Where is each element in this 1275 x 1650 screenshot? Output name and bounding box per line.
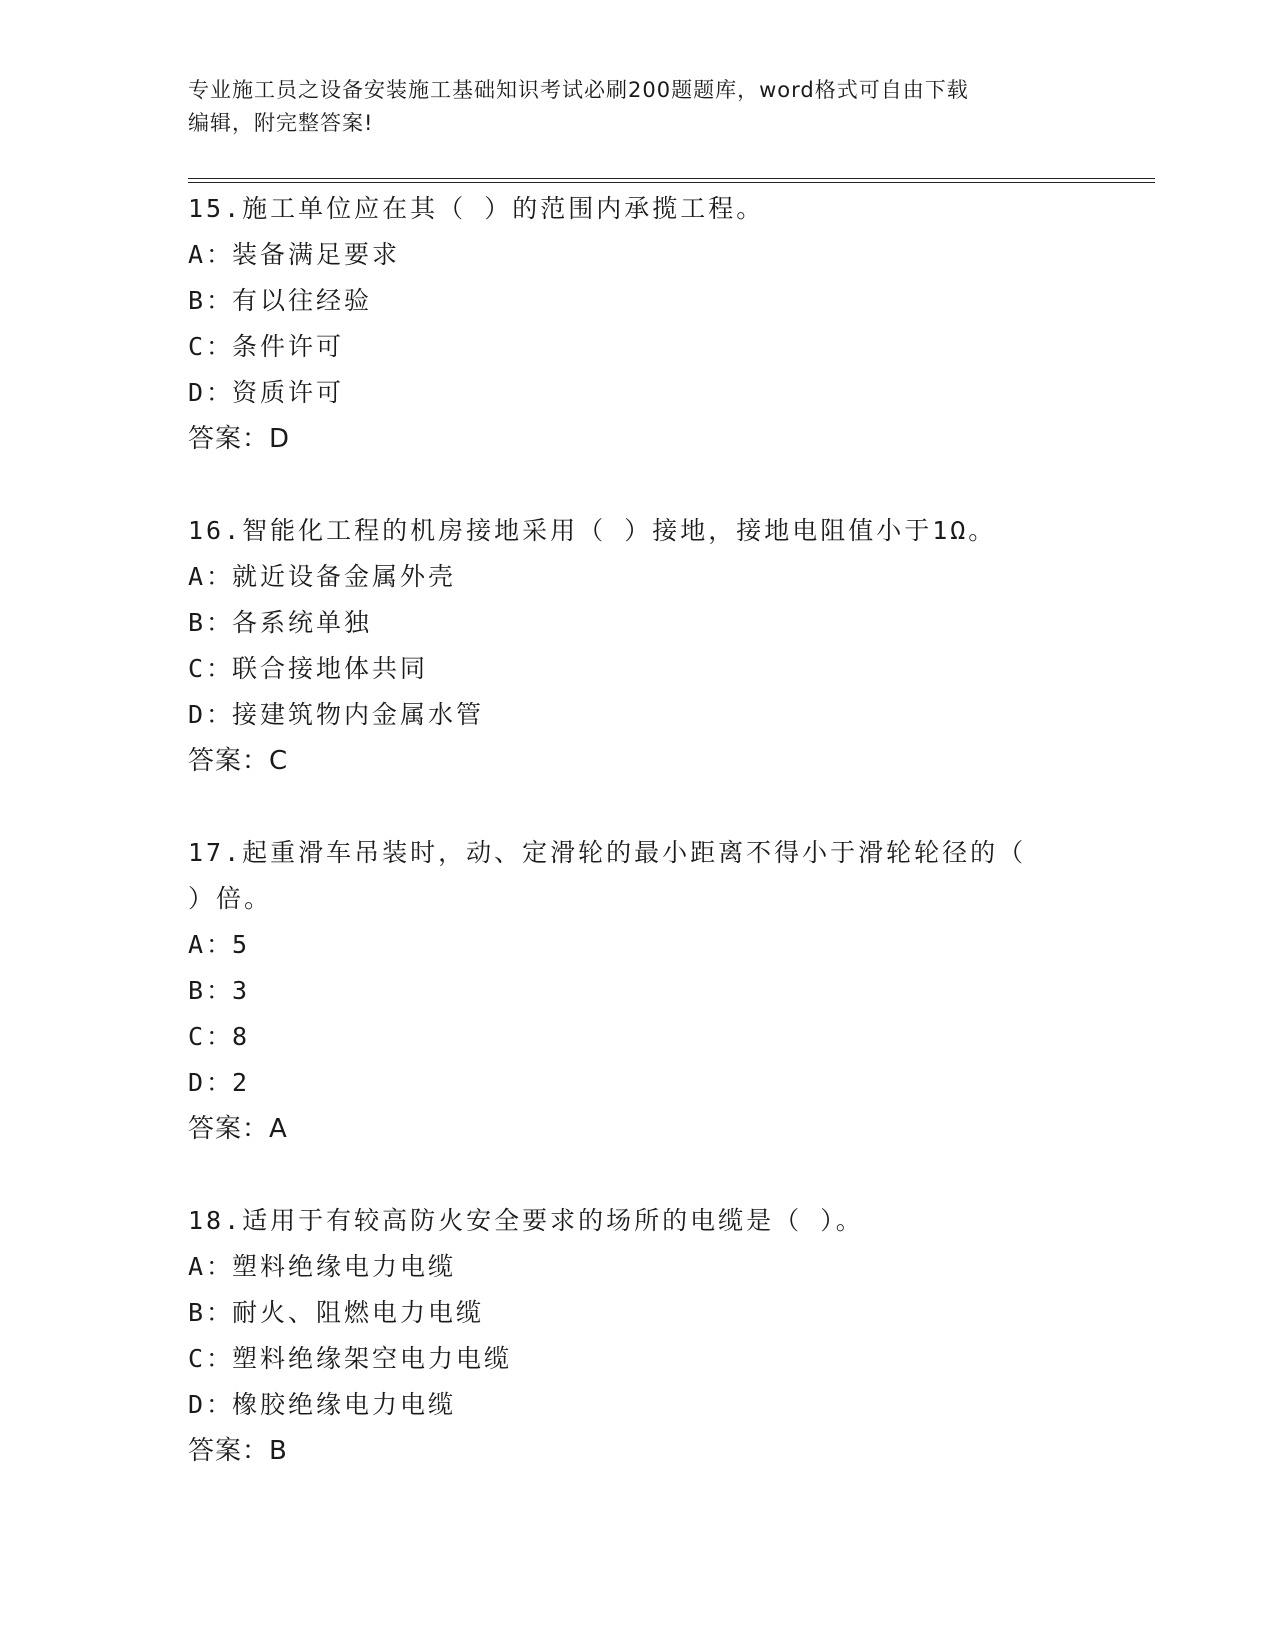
question-17 xyxy=(188,830,1088,1152)
option-key: C： xyxy=(188,332,235,361)
question-stem xyxy=(188,186,1088,232)
option-text: 3 xyxy=(232,976,251,1005)
option-b xyxy=(188,600,1088,646)
option-key: C： xyxy=(188,1344,235,1373)
option-key: A： xyxy=(188,1252,235,1281)
option-key: D： xyxy=(188,378,235,407)
option-a xyxy=(188,922,1088,968)
option-d xyxy=(188,370,1088,416)
option-a xyxy=(188,1244,1088,1290)
option-b xyxy=(188,1290,1088,1336)
option-text: 有以往经验 xyxy=(232,286,373,315)
question-stem xyxy=(188,508,1088,554)
option-key: B： xyxy=(188,286,235,315)
option-text: 条件许可 xyxy=(232,332,345,361)
option-key: A： xyxy=(188,240,235,269)
answer-line: 答案：B xyxy=(188,1436,288,1466)
question-16 xyxy=(188,508,1088,784)
document-header xyxy=(188,74,1068,140)
option-text: 资质许可 xyxy=(232,378,345,407)
option-c xyxy=(188,324,1088,370)
question-stem-line-1: 17.起重滑车吊装时，动、定滑轮的最小距离不得小于滑轮轮径的（ xyxy=(188,838,1027,867)
header-title-line-2: 编辑，附完整答案! xyxy=(188,111,374,135)
option-key: A： xyxy=(188,930,235,959)
question-stem xyxy=(188,830,1088,876)
option-d xyxy=(188,1060,1088,1106)
header-divider xyxy=(188,178,1155,183)
option-text: 接建筑物内金属水管 xyxy=(232,700,485,729)
option-d xyxy=(188,692,1088,738)
option-key: B： xyxy=(188,608,235,637)
option-key: D： xyxy=(188,1390,235,1419)
question-list xyxy=(188,186,1088,1520)
option-d xyxy=(188,1382,1088,1428)
option-text: 塑料绝缘架空电力电缆 xyxy=(232,1344,513,1373)
option-c xyxy=(188,1336,1088,1382)
option-key: D： xyxy=(188,700,235,729)
option-key: A： xyxy=(188,562,235,591)
option-text: 5 xyxy=(232,930,251,959)
option-key: C： xyxy=(188,1022,235,1051)
option-c xyxy=(188,1014,1088,1060)
question-stem-line-2: ）倍。 xyxy=(188,884,273,913)
option-text: 橡胶绝缘电力电缆 xyxy=(232,1390,457,1419)
option-text: 就近设备金属外壳 xyxy=(232,562,457,591)
option-b xyxy=(188,968,1088,1014)
option-text: 联合接地体共同 xyxy=(232,654,429,683)
option-text: 各系统单独 xyxy=(232,608,373,637)
answer-line: 答案：C xyxy=(188,746,289,776)
option-key: B： xyxy=(188,1298,235,1327)
question-stem-line-1: 18.适用于有较高防火安全要求的场所的电缆是（ ）。 xyxy=(188,1206,864,1235)
question-stem-line-1: 15.施工单位应在其（ ）的范围内承揽工程。 xyxy=(188,194,765,223)
option-text: 2 xyxy=(232,1068,251,1097)
option-key: D： xyxy=(188,1068,235,1097)
question-18 xyxy=(188,1198,1088,1474)
question-stem xyxy=(188,1198,1088,1244)
answer-line: 答案：A xyxy=(188,1114,288,1144)
option-text: 装备满足要求 xyxy=(232,240,401,269)
option-key: B： xyxy=(188,976,235,1005)
option-a xyxy=(188,232,1088,278)
option-b xyxy=(188,278,1088,324)
option-a xyxy=(188,554,1088,600)
question-15 xyxy=(188,186,1088,462)
header-title-line-1: 专业施工员之设备安装施工基础知识考试必刷200题题库，word格式可自由下载 xyxy=(188,78,969,102)
question-stem-continued xyxy=(188,876,1088,922)
option-key: C： xyxy=(188,654,235,683)
question-stem-line-1: 16.智能化工程的机房接地采用（ ）接地，接地电阻值小于1Ω。 xyxy=(188,516,997,545)
option-text: 塑料绝缘电力电缆 xyxy=(232,1252,457,1281)
option-text: 耐火、阻燃电力电缆 xyxy=(232,1298,485,1327)
option-text: 8 xyxy=(232,1022,251,1051)
option-c xyxy=(188,646,1088,692)
answer-line: 答案：D xyxy=(188,424,291,454)
